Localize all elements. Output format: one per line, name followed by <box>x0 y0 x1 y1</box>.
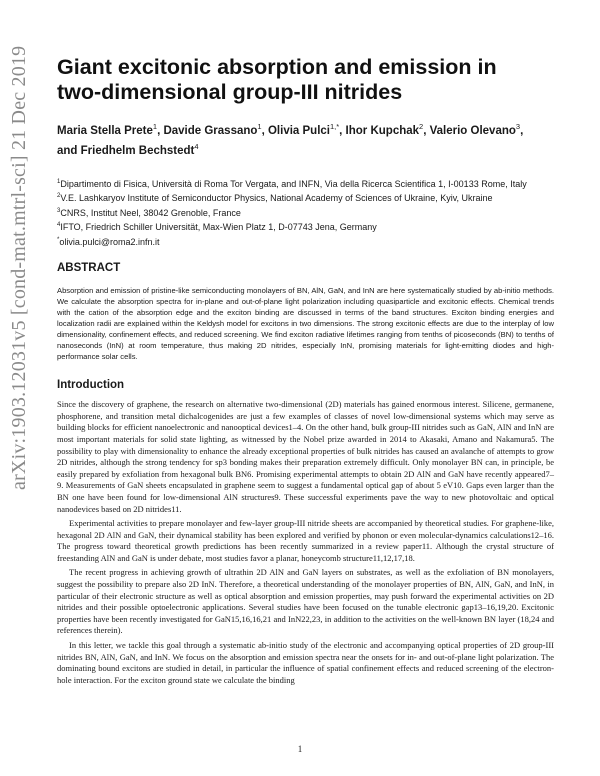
author-list <box>57 119 554 160</box>
title-line-2: two-dimensional group-III nitrides <box>57 80 403 104</box>
author-name: Maria Stella Prete <box>57 124 153 137</box>
page-number: 1 <box>297 744 303 754</box>
affiliation-item: $^1$Dipartimento di Fisica, Università di Roma Tor Vergata, and INFN, Via della Ricerca Scientifica 1, I-00133 Rome, Italy <box>57 178 527 189</box>
affiliation-list <box>57 176 554 249</box>
corresponding-email[interactable]: *olivia.pulci@roma2.infn.it <box>57 236 160 247</box>
author-affiliation-marker: 1 <box>257 122 262 131</box>
author-name: , Olivia Pulci <box>261 124 330 137</box>
author-name: , Valerio Olevano <box>423 124 516 137</box>
paper-page <box>57 55 554 689</box>
abstract-heading: ABSTRACT <box>57 262 121 275</box>
affiliation-item: $^2$V.E. Lashkaryov Institute of Semiconductor Physics, National Academy of Sciences of Ukraine, Kyiv, Ukraine <box>57 193 493 204</box>
body-paragraph: Since the discovery of graphene, the research on alternative two-dimensional (2D) materials has gained enormous interest. Silicene, germanene, phosphorene, and transition metal dichalcogenides are just a few examples of classes of novel low-dimensional systems which may serve as building blocks for efficient nanoelectronic and nanooptical devices1–4. On the other hand, bulk group-III nitrides such as GaN, AlN and InN are most important materials for solid state lighting, as witnessed by the Nobel prize awarded in 2014 to Akasaki, Amano and Nakamura5. The possibility to play with dimensionality to enhance the already exceptional properties of bulk nitrides has caused an avalanche of attempts to grow 2D nitrides, although the strong tendency for sp3 bonding makes their preparation extremely difficult. Only monolayer BN can, in principle, be easily prepared by exfoliation from hexagonal bulk BN6. Promising experimental attempts to obtain 2D AlN and GaN have recently appeared7–9. Measurements of GaN sheets encapsulated in graphene seem to suggest a fundamental optical gap of about 5 eV10. Gaps even larger than the BN one have been found for low-dimensional AlN structures9. These successful experiments pave the way to new photovoltaic and optical nanodevices based on 2D nitrides11. <box>57 399 554 514</box>
body-paragraph: Experimental activities to prepare monolayer and few-layer group-III nitride sheets are accompanied by theoretical studies. For graphene-like, hexagonal 2D AlN and GaN, their dynamical stability has been explored and verified by phonon or even molecular-dynamics calculations12–16. The progress toward theoretical growth predictions has been recently summarized in a review paper11. Although the crystal structure of freestanding AlN and GaN is under debate, most studies favor a planar, honeycomb structure11,12,17,18. <box>57 518 554 563</box>
arxiv-identifier-stamp: arXiv:1903.12031v5 [cond-mat.mtrl-sci] 21 Dec 2019 <box>8 45 30 490</box>
author-name: and Friedhelm Bechstedt <box>57 145 195 158</box>
author-affiliation-marker: 2 <box>419 122 424 131</box>
author-affiliation-marker: 1,* <box>329 122 340 131</box>
author-separator: , <box>520 124 524 137</box>
affiliation-item: $^4$IFTO, Friedrich Schiller Universität, Max-Wien Platz 1, D-07743 Jena, Germany <box>57 222 377 233</box>
author-affiliation-marker: 4 <box>194 142 199 152</box>
author-affiliation-marker: 3 <box>515 122 521 131</box>
title-line-1: Giant excitonic absorption and emission in <box>57 55 497 79</box>
author-affiliation-marker: 1 <box>152 122 158 131</box>
paper-title <box>57 55 554 105</box>
author-name: , Ihor Kupchak <box>339 124 420 137</box>
author-name: , Davide Grassano <box>157 124 258 137</box>
body-paragraph: In this letter, we tackle this goal through a systematic ab-initio study of the electronic and accompanying optical properties of 2D group-III nitrides BN, AlN, GaN, and InN. We focus on the absorption and emission spectra near the onsets for in- and out-of-plane light polarization. The dominating bound excitons are studied in detail, in particular the influence of spatial confinement effects and reduced screening of the electron-hole interaction. For the exciton ground state we calculate the binding <box>57 640 554 685</box>
affiliation-item: $^3$CNRS, Institut Neel, 38042 Grenoble, France <box>57 207 241 218</box>
abstract-body: Absorption and emission of pristine-like semiconducting monolayers of BN, AlN, GaN, and InN are here systematically studied by ab-initio methods. We calculate the absorption spectra for in-plane and out-of-plane light polarization including quasiparticle and excitonic effects. Chemical trends with the cation of the absorption edge and the exciton binding are discussed in terms of the band structures. Exciton binding energies and localization radii are explained within the Keldysh model for excitons in two dimensions. The strong excitonic effects are due to the interplay of low dimensionality, confinement effects, and reduced screening. We find exciton radiative lifetimes ranging from tenths of picoseconds (BN) to tenths of nanoseconds (InN) at room temperature, thus making 2D nitrides, especially InN, promising materials for light-emitting diodes and high-performance solar cells. <box>57 286 554 362</box>
body-paragraph: The recent progress in achieving growth of ultrathin 2D AlN and GaN layers on substrates, as well as the exfoliation of BN monolayers, suggest the possibility to prepare also 2D InN. Therefore, a theoretical understanding of the monolayer properties of BN, AlN, GaN, and InN, in particular of their electronic structure as well as optical absorption and emission properties, may push forward the experimental activities on 2D nitrides and their possible optoelectronic applications. Several studies have been focused on the tunable electronic gap13–16,19,20. Excitonic properties have been recently investigated for GaN15,16,16,21 and InN22,23, in addition to the activities on the well-known BN layer (18,24 and references therein). <box>57 567 554 636</box>
introduction-heading: Introduction <box>57 379 125 392</box>
